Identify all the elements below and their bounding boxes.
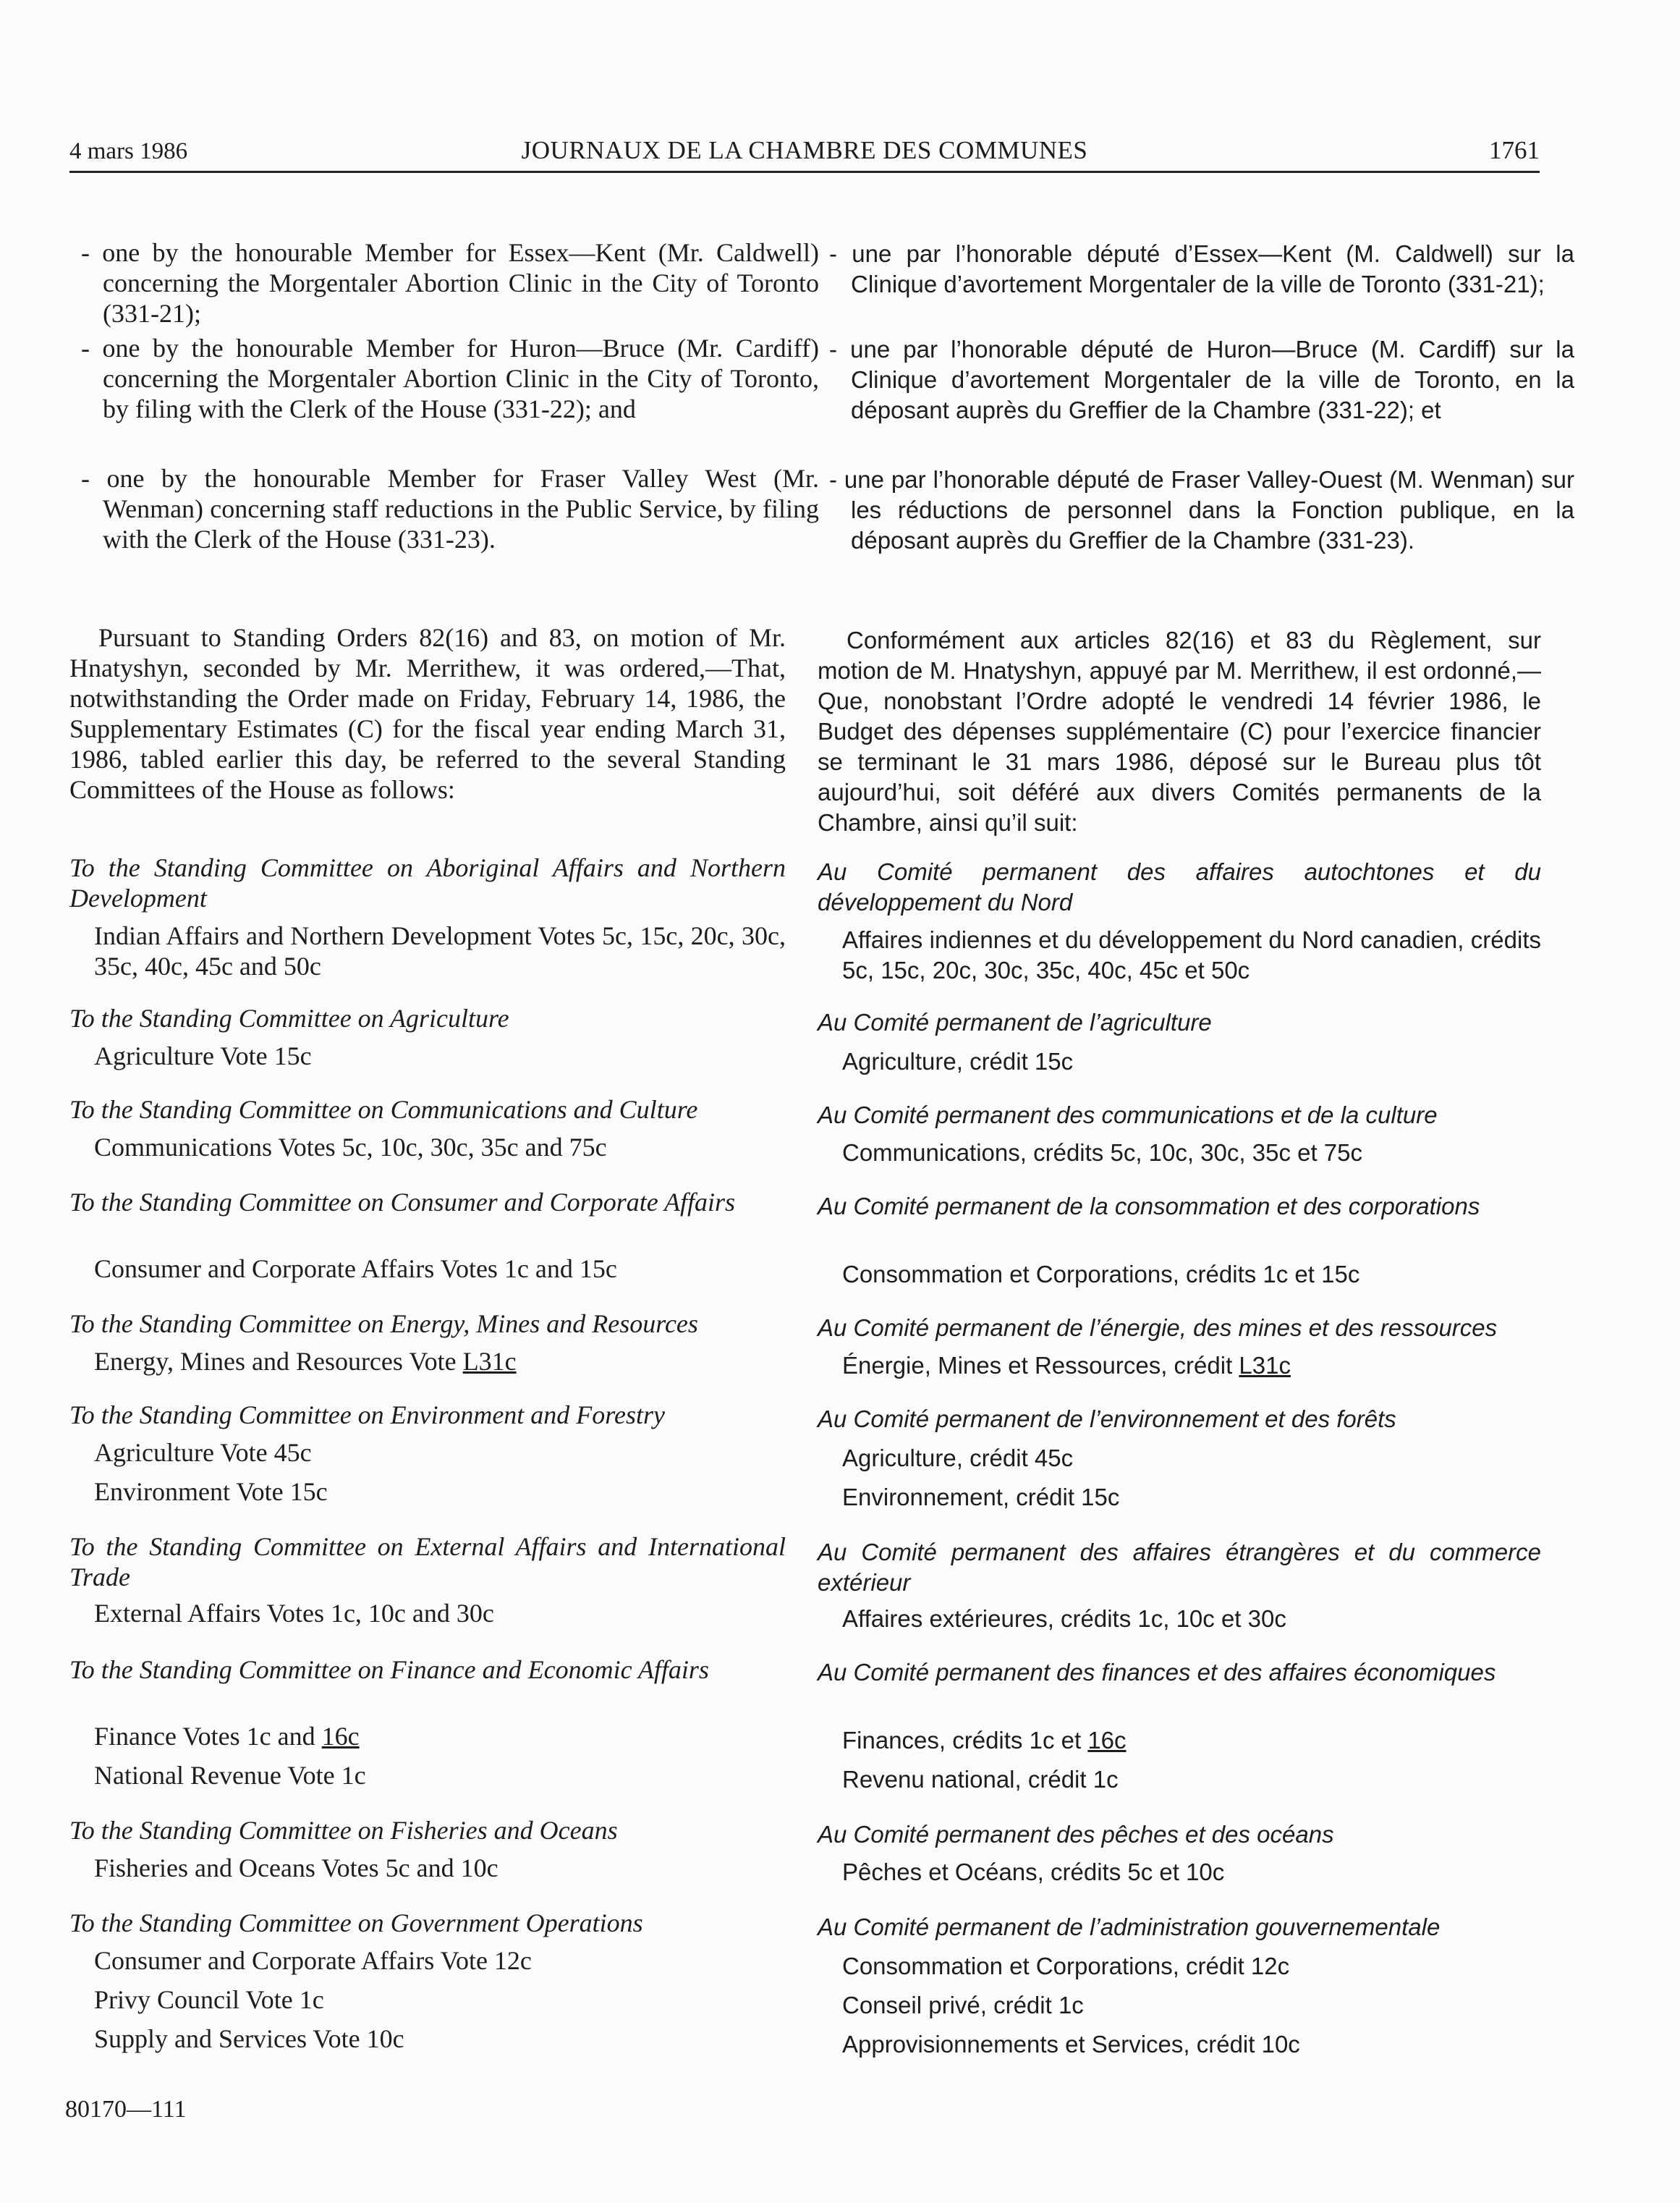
vote-line: Supply and Services Vote 10c	[94, 2024, 404, 2053]
vote-line: Consumer and Corporate Affairs Votes 1c and 15c	[94, 1254, 617, 1283]
vote-line: Consommation et Corporations, crédits 1c et 15c	[842, 1261, 1360, 1287]
vote-line: Conseil privé, crédit 1c	[842, 1992, 1084, 2018]
vote-line: Finances, crédits 1c et 16c	[842, 1727, 1127, 1754]
vote-line: Indian Affairs and Northern Development Votes 5c, 15c, 20c, 30c, 35c, 40c, 45c and 50c	[94, 921, 786, 981]
vote-line: Agriculture, crédit 15c	[842, 1048, 1074, 1075]
committee-heading: To the Standing Committee on Finance and Economic Affairs	[69, 1655, 709, 1684]
committee-heading: Au Comité permanent des affaires autochtones et du développement du Nord	[818, 858, 1541, 916]
petition-item: - une par l’honorable député de Huron—Bruce (M. Cardiff) sur la Clinique d’avortement Morgentaler de la ville de Toronto, en la déposant auprès du Greffier de la Chambre (331-22); et	[829, 336, 1574, 423]
vote-line: Privy Council Vote 1c	[94, 1985, 324, 2014]
committee-heading: To the Standing Committee on Communications and Culture	[69, 1095, 698, 1124]
committee-heading: To the Standing Committee on Energy, Mines and Resources	[69, 1309, 698, 1338]
vote-line: Finance Votes 1c and 16c	[94, 1722, 360, 1751]
print-code: 80170—111	[65, 2096, 187, 2123]
vote-line: National Revenue Vote 1c	[94, 1761, 366, 1790]
vote-line: Energy, Mines and Resources Vote L31c	[94, 1347, 517, 1376]
vote-line: External Affairs Votes 1c, 10c and 30c	[94, 1599, 494, 1628]
committee-heading: To the Standing Committee on Aboriginal Affairs and Northern Development	[69, 853, 786, 913]
vote-line: Consommation et Corporations, crédit 12c	[842, 1953, 1290, 1979]
vote-line: Agriculture Vote 45c	[94, 1438, 312, 1467]
committee-heading: Au Comité permanent de l’énergie, des mines et des ressources	[818, 1314, 1498, 1341]
vote-line: Affaires indiennes et du développement du Nord canadien, crédits 5c, 15c, 20c, 30c, 35c, 40c, 45c et 50c	[842, 926, 1541, 984]
committee-heading: Au Comité permanent des communications et de la culture	[818, 1102, 1438, 1128]
committee-heading: Au Comité permanent de la consommation et des corporations	[818, 1193, 1480, 1219]
vote-line: Fisheries and Oceans Votes 5c and 10c	[94, 1853, 499, 1882]
committee-heading: To the Standing Committee on Consumer and Corporate Affairs	[69, 1188, 736, 1217]
vote-line: Énergie, Mines et Ressources, crédit L31c	[842, 1352, 1291, 1379]
page-number: 1761	[1489, 136, 1540, 164]
vote-line: Agriculture Vote 15c	[94, 1041, 312, 1070]
committee-heading: To the Standing Committee on Environment and Forestry	[69, 1400, 665, 1429]
committee-heading: Au Comité permanent de l’environnement et des forêts	[818, 1405, 1396, 1432]
vote-line: Environment Vote 15c	[94, 1477, 328, 1506]
motion-paragraph: Pursuant to Standing Orders 82(16) and 83, on motion of Mr. Hnatyshyn, seconded by Mr. Merrithew, it was ordered,—That, notwithstanding the Order made on Friday, February 14, 1986, the Supplementary Estimates (C) for the fiscal year ending March 31, 1986, tabled earlier this day, be referred to the several Standing Committees of the House as follows:	[69, 623, 786, 804]
petition-item: - one by the honourable Member for Fraser Valley West (Mr. Wenman) concerning staff reductions in the Public Service, by filing with the Clerk of the House (331-23).	[81, 464, 819, 554]
vote-line: Communications, crédits 5c, 10c, 30c, 35c et 75c	[842, 1139, 1363, 1166]
motion-paragraph: Conformément aux articles 82(16) et 83 du Règlement, sur motion de M. Hnatyshyn, appuyé par M. Merrithew, il est ordonné,—Que, nonobstant l’Ordre adopté le vendredi 14 février 1986, le Budget des dépenses supplémentaire (C) pour l’exercice financier se terminant le 31 mars 1986, déposé sur le Bureau plus tôt aujourd’hui, soit déféré aux divers Comités permanents de la Chambre, ainsi qu’il suit:	[818, 627, 1541, 836]
vote-line: Consumer and Corporate Affairs Vote 12c	[94, 1946, 532, 1975]
committee-heading: To the Standing Committee on Government Operations	[69, 1908, 643, 1937]
petition-item: - une par l’honorable député de Fraser Valley-Ouest (M. Wenman) sur les réductions de personnel dans la Fonction publique, en la déposant auprès du Greffier de la Chambre (331-23).	[829, 466, 1574, 554]
petition-item: - one by the honourable Member for Essex—Kent (Mr. Caldwell) concerning the Morgentaler Abortion Clinic in the City of Toronto (331-21);	[81, 238, 819, 328]
vote-number-underlined: L31c	[1239, 1352, 1291, 1379]
vote-line: Pêches et Océans, crédits 5c et 10c	[842, 1859, 1225, 1885]
committee-heading: Au Comité permanent de l’agriculture	[818, 1009, 1212, 1036]
page-header	[69, 135, 1540, 173]
vote-line: Affaires extérieures, crédits 1c, 10c et 30c	[842, 1605, 1286, 1632]
committee-heading: To the Standing Committee on Agriculture	[69, 1004, 509, 1033]
vote-line: Agriculture, crédit 45c	[842, 1445, 1074, 1471]
vote-line: Communications Votes 5c, 10c, 30c, 35c and 75c	[94, 1133, 607, 1162]
committee-heading: Au Comité permanent des finances et des affaires économiques	[818, 1659, 1496, 1686]
committee-heading: To the Standing Committee on External Affairs and International Trade	[69, 1532, 786, 1591]
committee-heading: Au Comité permanent des affaires étrangères et du commerce extérieur	[818, 1539, 1541, 1596]
header-date: 4 mars 1986	[69, 138, 188, 164]
vote-line: Environnement, crédit 15c	[842, 1484, 1120, 1510]
vote-number-underlined: 16c	[321, 1722, 360, 1751]
vote-number-underlined: 16c	[1087, 1727, 1127, 1754]
vote-line: Approvisionnements et Services, crédit 10c	[842, 2031, 1300, 2058]
journal-title: JOURNAUX DE LA CHAMBRE DES COMMUNES	[521, 136, 1088, 164]
committee-heading: To the Standing Committee on Fisheries and Oceans	[69, 1816, 618, 1845]
committee-heading: Au Comité permanent de l’administration gouvernementale	[818, 1914, 1441, 1940]
vote-line: Revenu national, crédit 1c	[842, 1766, 1119, 1793]
vote-number-underlined: L31c	[462, 1347, 517, 1376]
petition-item: - one by the honourable Member for Huron—Bruce (Mr. Cardiff) concerning the Morgentaler Abortion Clinic in the City of Toronto, by filing with the Clerk of the House (331-22); and	[81, 334, 819, 423]
committee-heading: Au Comité permanent des pêches et des océans	[818, 1821, 1334, 1848]
petition-item: - une par l’honorable député d’Essex—Kent (M. Caldwell) sur la Clinique d’avortement Morgentaler de la ville de Toronto (331-21);	[829, 240, 1574, 297]
